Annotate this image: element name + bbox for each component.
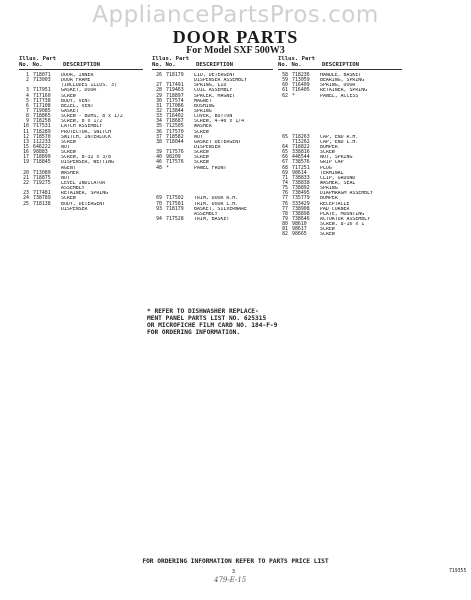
illus-number: 26 (156, 72, 162, 78)
part-number: 717570 (166, 128, 184, 135)
part-description: LATCH ASSEMBLY (61, 124, 103, 130)
part-number: 718071 (33, 72, 51, 78)
part-description: SCREW, 8-32 x 3/8 (61, 155, 112, 161)
illus-number: 62 (282, 92, 288, 99)
part-description: SCREW (194, 160, 209, 166)
illus-number: 16 (23, 149, 29, 156)
header-description: DESCRIPTION (63, 62, 101, 68)
part-description: AGENT (61, 165, 76, 171)
part-description: BODY, VENT (61, 98, 91, 104)
illus-number: 1 (26, 72, 29, 78)
part-number: 717738 (33, 97, 51, 104)
part-description: HANDLE, BASKET (320, 73, 362, 78)
part-number: 718822 (292, 143, 310, 150)
part-number: 446544 (292, 154, 310, 161)
part-number: 717502 (166, 195, 184, 202)
part-description: BUMPER (320, 144, 338, 150)
part-number: 738898 (292, 210, 310, 217)
part-description: SWITCH, INTERLOCK (61, 134, 112, 140)
part-description: GASKET, DOOR (61, 88, 97, 94)
part-description: PANEL, ACCESS (320, 93, 359, 99)
header-illus-part: Illus. Part (278, 56, 316, 62)
part-number: 718865 (33, 113, 51, 120)
part-number: 718179 (166, 72, 184, 78)
part-description: COVER, BUTTON (194, 114, 233, 120)
part-description: SCREW (194, 129, 209, 135)
part-number: 713080 (33, 169, 51, 176)
part-number: 718582 (166, 133, 184, 140)
header-description: DESCRIPTION (322, 62, 360, 68)
part-number: 719085 (33, 107, 51, 114)
part-description: PAD CORNER (320, 206, 350, 212)
part-number: 738838 (292, 179, 310, 186)
illus-number: 39 (156, 149, 162, 156)
illus-number: 29 (156, 92, 162, 99)
part-description: BODY, DETERGENT (61, 201, 106, 207)
illus-number: 61 (282, 87, 288, 94)
part-description: NUT (194, 134, 203, 140)
part-number: 718845 (33, 159, 51, 166)
illus-number: 31 (156, 102, 162, 109)
part-number: 719463 (166, 87, 184, 94)
part-description: SPRING, LID (194, 83, 227, 89)
illus-number: 79 (282, 215, 288, 222)
part-description: GASKET DETERGENT (194, 139, 242, 145)
part-number: 717574 (166, 97, 184, 104)
illus-number: 21 (23, 174, 29, 181)
illus-number: 27 (156, 82, 162, 89)
illus-number: 35 (156, 123, 162, 130)
part-description: DISPENSER ASSEMBLY (194, 78, 247, 84)
part-number: 718875 (33, 174, 51, 181)
part-description: TRIM, DOOR L.H. (194, 201, 239, 207)
part-description: SPRING (194, 108, 212, 114)
illus-number (19, 207, 29, 212)
illus-number: 28 (156, 87, 162, 94)
site-watermark: AppliancePartsPros.com (92, 2, 379, 28)
part-number: 738789 (33, 195, 51, 202)
part-number: 717501 (166, 200, 184, 207)
illus-number: 40 (156, 154, 162, 161)
illus-number: 65 (282, 149, 288, 156)
illus-number: 76 (282, 200, 288, 207)
note-line: FOR ORDERING INFORMATION. (147, 329, 241, 336)
ordering-footer: FOR ORDERING INFORMATION REFER TO PARTS PRICE LIST (142, 558, 329, 565)
part-description: SPRING, DOOR (320, 83, 356, 89)
part-number: * (292, 92, 295, 99)
illus-number: 75 (282, 185, 288, 192)
illus-number: 32 (156, 107, 162, 114)
illus-number: 48 (156, 164, 162, 171)
part-number: 735779 (292, 195, 310, 202)
part-number: 98610 (292, 221, 307, 228)
illus-number: 8 (26, 113, 29, 120)
column-header (278, 56, 402, 69)
part-description: PANEL FRONT (194, 165, 227, 171)
part-description: BEARING, SPRING (320, 78, 365, 84)
part-number: 716405 (292, 87, 310, 94)
illus-number: 68 (282, 164, 288, 171)
part-description: DIAPHRAGM ASSEMBLY (320, 191, 373, 197)
illus-number: 20 (23, 169, 29, 176)
illus-number: 22 (23, 179, 29, 186)
part-number: 718179 (166, 205, 184, 212)
part-description: CLIP, GROUND (320, 175, 356, 181)
part-number: 717531 (33, 123, 51, 130)
column-header (152, 56, 273, 69)
part-description: NUT, SPRING (320, 155, 353, 161)
illus-number: 77 (282, 205, 288, 212)
part-description: DOOR FRAME (61, 78, 91, 84)
header-description: DESCRIPTION (196, 62, 234, 68)
part-number: 716402 (166, 113, 184, 120)
part-description: SPACER, MAGNET (194, 93, 236, 99)
illus-number: 33 (156, 113, 162, 120)
illus-number: 38 (156, 138, 162, 145)
parts-column-3 (278, 56, 402, 238)
illus-number: 2 (26, 77, 29, 84)
part-description: SCREW (61, 139, 76, 145)
part-description: SCREW (61, 93, 76, 99)
part-description: COIL ASSEMBLY (194, 88, 233, 94)
illus-number: 37 (156, 133, 162, 140)
part-number: 112233 (33, 138, 51, 145)
part-number: 717108 (33, 102, 51, 109)
part-number: 338816 (292, 149, 310, 156)
part-description: SCREW (320, 232, 335, 238)
part-number: * (166, 164, 169, 171)
illus-number: 13 (23, 138, 29, 145)
note-line: * REFER TO DISHWASHER REPLACE- (147, 308, 259, 315)
part-description: PLATE, MOUNTING (320, 211, 365, 217)
part-description: LEVEL INDICATOR (61, 180, 106, 186)
part-row (19, 207, 143, 212)
part-number: 719275 (33, 179, 51, 186)
part-description: ACTUATOR ASSEMBLY (320, 216, 371, 222)
part-number: 717576 (166, 159, 184, 166)
part-description: WASHER (194, 124, 212, 130)
illus-number: 30 (156, 97, 162, 104)
part-number: 738495 (292, 190, 310, 197)
part-number: 738833 (292, 174, 310, 181)
part-number (29, 207, 57, 212)
part-number: 738908 (292, 205, 310, 212)
illus-number: 82 (282, 231, 288, 238)
part-description: BUMPER (320, 196, 338, 202)
part-description: SPRING (320, 186, 338, 192)
illus-number: 74 (282, 179, 288, 186)
column-header (19, 56, 143, 69)
part-description: CAP, END L.H. (320, 139, 359, 145)
part-description: GASKET (61, 108, 79, 114)
header-no: No. No. (152, 62, 176, 68)
illus-number: 80 (282, 221, 288, 228)
part-description: MAGNET (194, 98, 212, 104)
illus-number: 24 (23, 195, 29, 202)
illus-number: 70 (156, 200, 162, 207)
part-description: TERMINAL (320, 170, 344, 176)
illus-number: 25 (23, 200, 29, 207)
parts-column-1 (19, 56, 143, 212)
part-description: SCREW (61, 150, 76, 156)
header-illus-part: Illus. Part (19, 56, 57, 62)
illus-number: 71 (282, 174, 288, 181)
header-rule (278, 69, 402, 70)
part-number: 738576 (292, 159, 310, 166)
header-no: No. No. (278, 62, 302, 68)
illus-number: 65 (282, 133, 288, 140)
illus-number: 11 (23, 128, 29, 135)
part-number: 98665 (292, 231, 307, 238)
part-description: TRIM, BASKET (194, 216, 230, 222)
part-description: LID, DETERGENT (194, 73, 236, 78)
illus-number: 10 (23, 123, 29, 130)
part-number: 98883 (33, 149, 48, 156)
part-number: 718258 (33, 118, 51, 125)
part-description: RETAINER, SPRING (320, 88, 368, 94)
part-number: 98617 (292, 226, 307, 233)
part-number: 718687 (166, 118, 184, 125)
note-line: MENT PANEL PARTS LIST NO. 625315 (147, 315, 267, 322)
page-number: 3 (232, 569, 236, 575)
illus-number: 17 (23, 154, 29, 161)
part-description: (INCLUDES ILLUS. 3) (61, 83, 117, 89)
part-description: PLUG (320, 165, 332, 171)
part-number: 718289 (33, 128, 51, 135)
illus-number: 69 (156, 195, 162, 202)
part-number: 738646 (292, 215, 310, 222)
handwritten-note: 479-E-15 (214, 576, 247, 584)
part-description: DISPENSER (194, 144, 221, 150)
illus-number: 34 (156, 118, 162, 125)
illus-number: 19 (23, 159, 29, 166)
part-description: DOOR, INNER (61, 73, 94, 78)
part-number: 717528 (166, 215, 184, 222)
part-row (152, 217, 273, 222)
part-number: 718138 (33, 200, 51, 207)
header-illus-part: Illus. Part (152, 56, 190, 62)
part-description: TRIM, DOOR R.H. (194, 196, 239, 202)
part-number: 713262 (292, 138, 310, 145)
illus-number: 93 (156, 205, 162, 212)
part-description: NUT (61, 175, 70, 181)
part-description: NUT (61, 144, 70, 150)
part-row (278, 232, 402, 237)
illus-number: 94 (156, 215, 162, 222)
part-number: 717251 (292, 164, 310, 171)
model-subtitle: For Model SXF 500W3 (186, 45, 285, 56)
illus-number: 59 (282, 77, 288, 84)
part-description: GRIP CAP (320, 160, 344, 166)
header-rule (152, 69, 273, 70)
part-number: 717951 (33, 87, 51, 94)
illus-number: 76 (282, 190, 288, 197)
part-description: BUSHING (194, 103, 215, 109)
part-number: 718890 (33, 154, 51, 161)
part-number: 718897 (166, 92, 184, 99)
illus-number: 3 (26, 87, 29, 94)
part-description: BASKET, SILVERWARE (194, 206, 247, 212)
illus-number: 12 (23, 133, 29, 140)
illus-number: 23 (23, 190, 29, 197)
illus-number: 7 (26, 107, 29, 114)
part-description: DISPENSER (61, 206, 88, 212)
part-description: SCREW (320, 150, 335, 156)
part-description: DISPENSER, WETTING (61, 160, 114, 166)
part-number: 713844 (166, 107, 184, 114)
part-number: 717086 (166, 102, 184, 109)
part-description: RECEPTACLE (320, 201, 350, 207)
illus-number: 58 (282, 72, 288, 78)
part-number: 718263 (292, 133, 310, 140)
illus-number: 64 (282, 143, 288, 150)
illus-number: 67 (282, 159, 288, 166)
replacement-panel-note (147, 308, 347, 336)
illus-number: 6 (26, 102, 29, 109)
illus-number: 9 (26, 118, 29, 125)
part-number: 646222 (33, 143, 51, 150)
part-number: 717576 (166, 149, 184, 156)
part-description: BEZEL, VENT (61, 103, 94, 109)
part-number: 718236 (292, 72, 310, 78)
part-number: 713003 (33, 77, 51, 84)
part-description: SCREW (61, 196, 76, 202)
illus-number: 69 (282, 169, 288, 176)
part-number: 717160 (33, 92, 51, 99)
part-number: 712505 (166, 123, 184, 130)
note-line: OR MICROFICHE FILM CARD NO. 184-F-9 (147, 322, 278, 329)
illus-number: 15 (23, 143, 29, 150)
parts-column-2 (152, 56, 273, 222)
illus-number: 4 (26, 92, 29, 99)
illus-number: 66 (282, 154, 288, 161)
part-description: ASSEMBLY (61, 186, 85, 192)
part-number: 716409 (292, 82, 310, 89)
illus-number: 5 (26, 97, 29, 104)
part-description: SCREW, 8-16 x 1 (320, 222, 365, 228)
part-description: SCREW (320, 227, 335, 233)
part-description: SCREW (194, 150, 209, 156)
part-number: 98614 (292, 169, 307, 176)
part-description: PROTECTOR, SWITCH (61, 129, 112, 135)
part-description: WASHER (61, 170, 79, 176)
illus-number: 77 (282, 195, 288, 202)
part-number: 333429 (292, 200, 310, 207)
part-number: 713059 (292, 77, 310, 84)
part-number: 98209 (166, 154, 181, 161)
page-title: DOOR PARTS (172, 27, 299, 47)
part-description: SCREW (194, 155, 209, 161)
illus-number: 46 (156, 159, 162, 166)
part-number: 718570 (33, 133, 51, 140)
part-description: CAP, END R.H. (320, 134, 359, 140)
part-number: 717491 (166, 82, 184, 89)
header-no: No. No. (19, 62, 43, 68)
part-description: SCREW, 4-40 x 1/4 (194, 119, 245, 125)
part-number: 738892 (292, 185, 310, 192)
part-number: 717481 (33, 190, 51, 197)
page-code: 719355 (449, 569, 467, 574)
header-rule (19, 69, 143, 70)
part-description: SCREW - BDHS, 8 x 1/2 (61, 114, 123, 120)
illus-number: 60 (282, 82, 288, 89)
part-number: 718044 (166, 138, 184, 145)
illus-number: 78 (282, 210, 288, 217)
part-description: WASHER, SEAL (320, 180, 356, 186)
illus-number: 81 (282, 226, 288, 233)
illus-number: 36 (156, 128, 162, 135)
part-description: RETAINER, SPRING (61, 191, 109, 197)
part-description: SCREW, 8 x 1/2 (61, 119, 103, 125)
part-description: ASSEMBLY (194, 211, 218, 217)
